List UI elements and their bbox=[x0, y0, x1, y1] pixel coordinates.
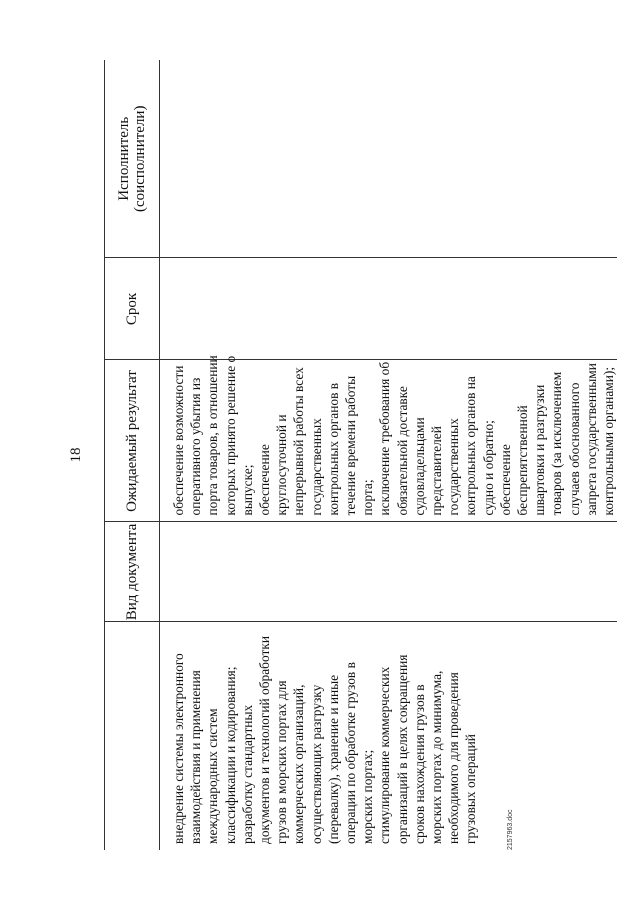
result-line: порта товаров, в отношении bbox=[205, 355, 221, 516]
header-doc-type: Вид документа bbox=[105, 522, 160, 622]
header-executor bbox=[105, 60, 160, 258]
result-line: обеспечение bbox=[497, 444, 513, 516]
result-line: которых принято решение о bbox=[222, 355, 238, 516]
measures-line: (перевалку), хранение и иные bbox=[325, 674, 341, 844]
measures-line: взаимодействия и применения bbox=[188, 670, 204, 844]
header-result: Ожидаемый результат bbox=[105, 360, 160, 522]
measures-line: необходимого для проведения bbox=[446, 672, 462, 844]
result-line: государственных bbox=[446, 418, 462, 516]
measures-text bbox=[160, 623, 480, 851]
document-code: 2157963.doc bbox=[507, 809, 514, 850]
measures-line: организаций в целях сокращения bbox=[394, 654, 410, 844]
plan-table bbox=[104, 60, 617, 850]
result-line: судовладельцами bbox=[411, 417, 427, 516]
executor-cell bbox=[160, 60, 618, 258]
table-row bbox=[160, 60, 618, 850]
result-line: круглосуточной и bbox=[274, 414, 290, 516]
measures-line: стимулирование коммерческих bbox=[377, 666, 393, 844]
result-line: представителей bbox=[429, 426, 445, 516]
measures-line: классификации и кодирования; bbox=[222, 666, 238, 844]
measures-line: сроков нахождения грузов в bbox=[411, 684, 427, 844]
measures-line: международных систем bbox=[205, 708, 221, 844]
result-line: контрольных органов на bbox=[463, 376, 479, 516]
result-line: обязательной доставке bbox=[394, 386, 410, 516]
measures-line: операции по обработке грузов в bbox=[343, 662, 359, 844]
result-line: порта; bbox=[360, 479, 376, 516]
rotated-page bbox=[60, 60, 617, 850]
header-term: Срок bbox=[105, 258, 160, 360]
measures-line: документов и технологий обработки bbox=[257, 635, 273, 844]
result-line: контрольными органами); bbox=[601, 366, 617, 516]
result-line: беспрепятственной bbox=[515, 405, 531, 516]
result-text bbox=[160, 355, 617, 522]
result-line: оперативного убытия из bbox=[188, 377, 204, 516]
table-header-row bbox=[105, 60, 160, 850]
result-line: запрета государственными bbox=[583, 363, 599, 516]
result-line: государственных bbox=[308, 418, 324, 516]
measures-line: морских портах до минимума, bbox=[429, 670, 445, 844]
result-line: швартовки и разгрузки bbox=[532, 384, 548, 516]
term-cell bbox=[160, 258, 618, 360]
result-line: обеспечение bbox=[257, 444, 273, 516]
measures-line: коммерческих организаций, bbox=[291, 684, 307, 844]
result-line: обеспечение возможности bbox=[171, 365, 186, 516]
result-line: непрерывной работы всех bbox=[291, 367, 307, 516]
header-blank bbox=[105, 622, 160, 850]
result-line: исключение требования об bbox=[377, 361, 393, 516]
measures-line: грузов в морских портах для bbox=[274, 680, 290, 844]
header-executor-line1: Исполнитель bbox=[116, 116, 132, 201]
result-line: выпуске; bbox=[239, 464, 255, 516]
page-number: 18 bbox=[68, 447, 84, 463]
result-line: случаев обоснованного bbox=[566, 382, 582, 516]
result-line: контрольных органов в bbox=[325, 382, 341, 516]
measures-cell bbox=[160, 622, 618, 850]
doc-type-cell bbox=[160, 522, 618, 622]
result-line: товаров (за исключением bbox=[549, 371, 565, 516]
header-executor-line2: (соисполнители) bbox=[132, 105, 148, 212]
measures-line: разработку стандартных bbox=[239, 704, 255, 844]
measures-line: морских портах; bbox=[360, 749, 376, 844]
measures-line: грузовых операций bbox=[463, 734, 479, 844]
measures-line: внедрение системы электронного bbox=[171, 653, 186, 844]
result-line: течение времени работы bbox=[343, 375, 359, 516]
result-line: судно и обратно; bbox=[480, 420, 496, 516]
measures-line: осуществляющих разгрузку bbox=[308, 684, 324, 844]
result-cell bbox=[160, 355, 618, 522]
